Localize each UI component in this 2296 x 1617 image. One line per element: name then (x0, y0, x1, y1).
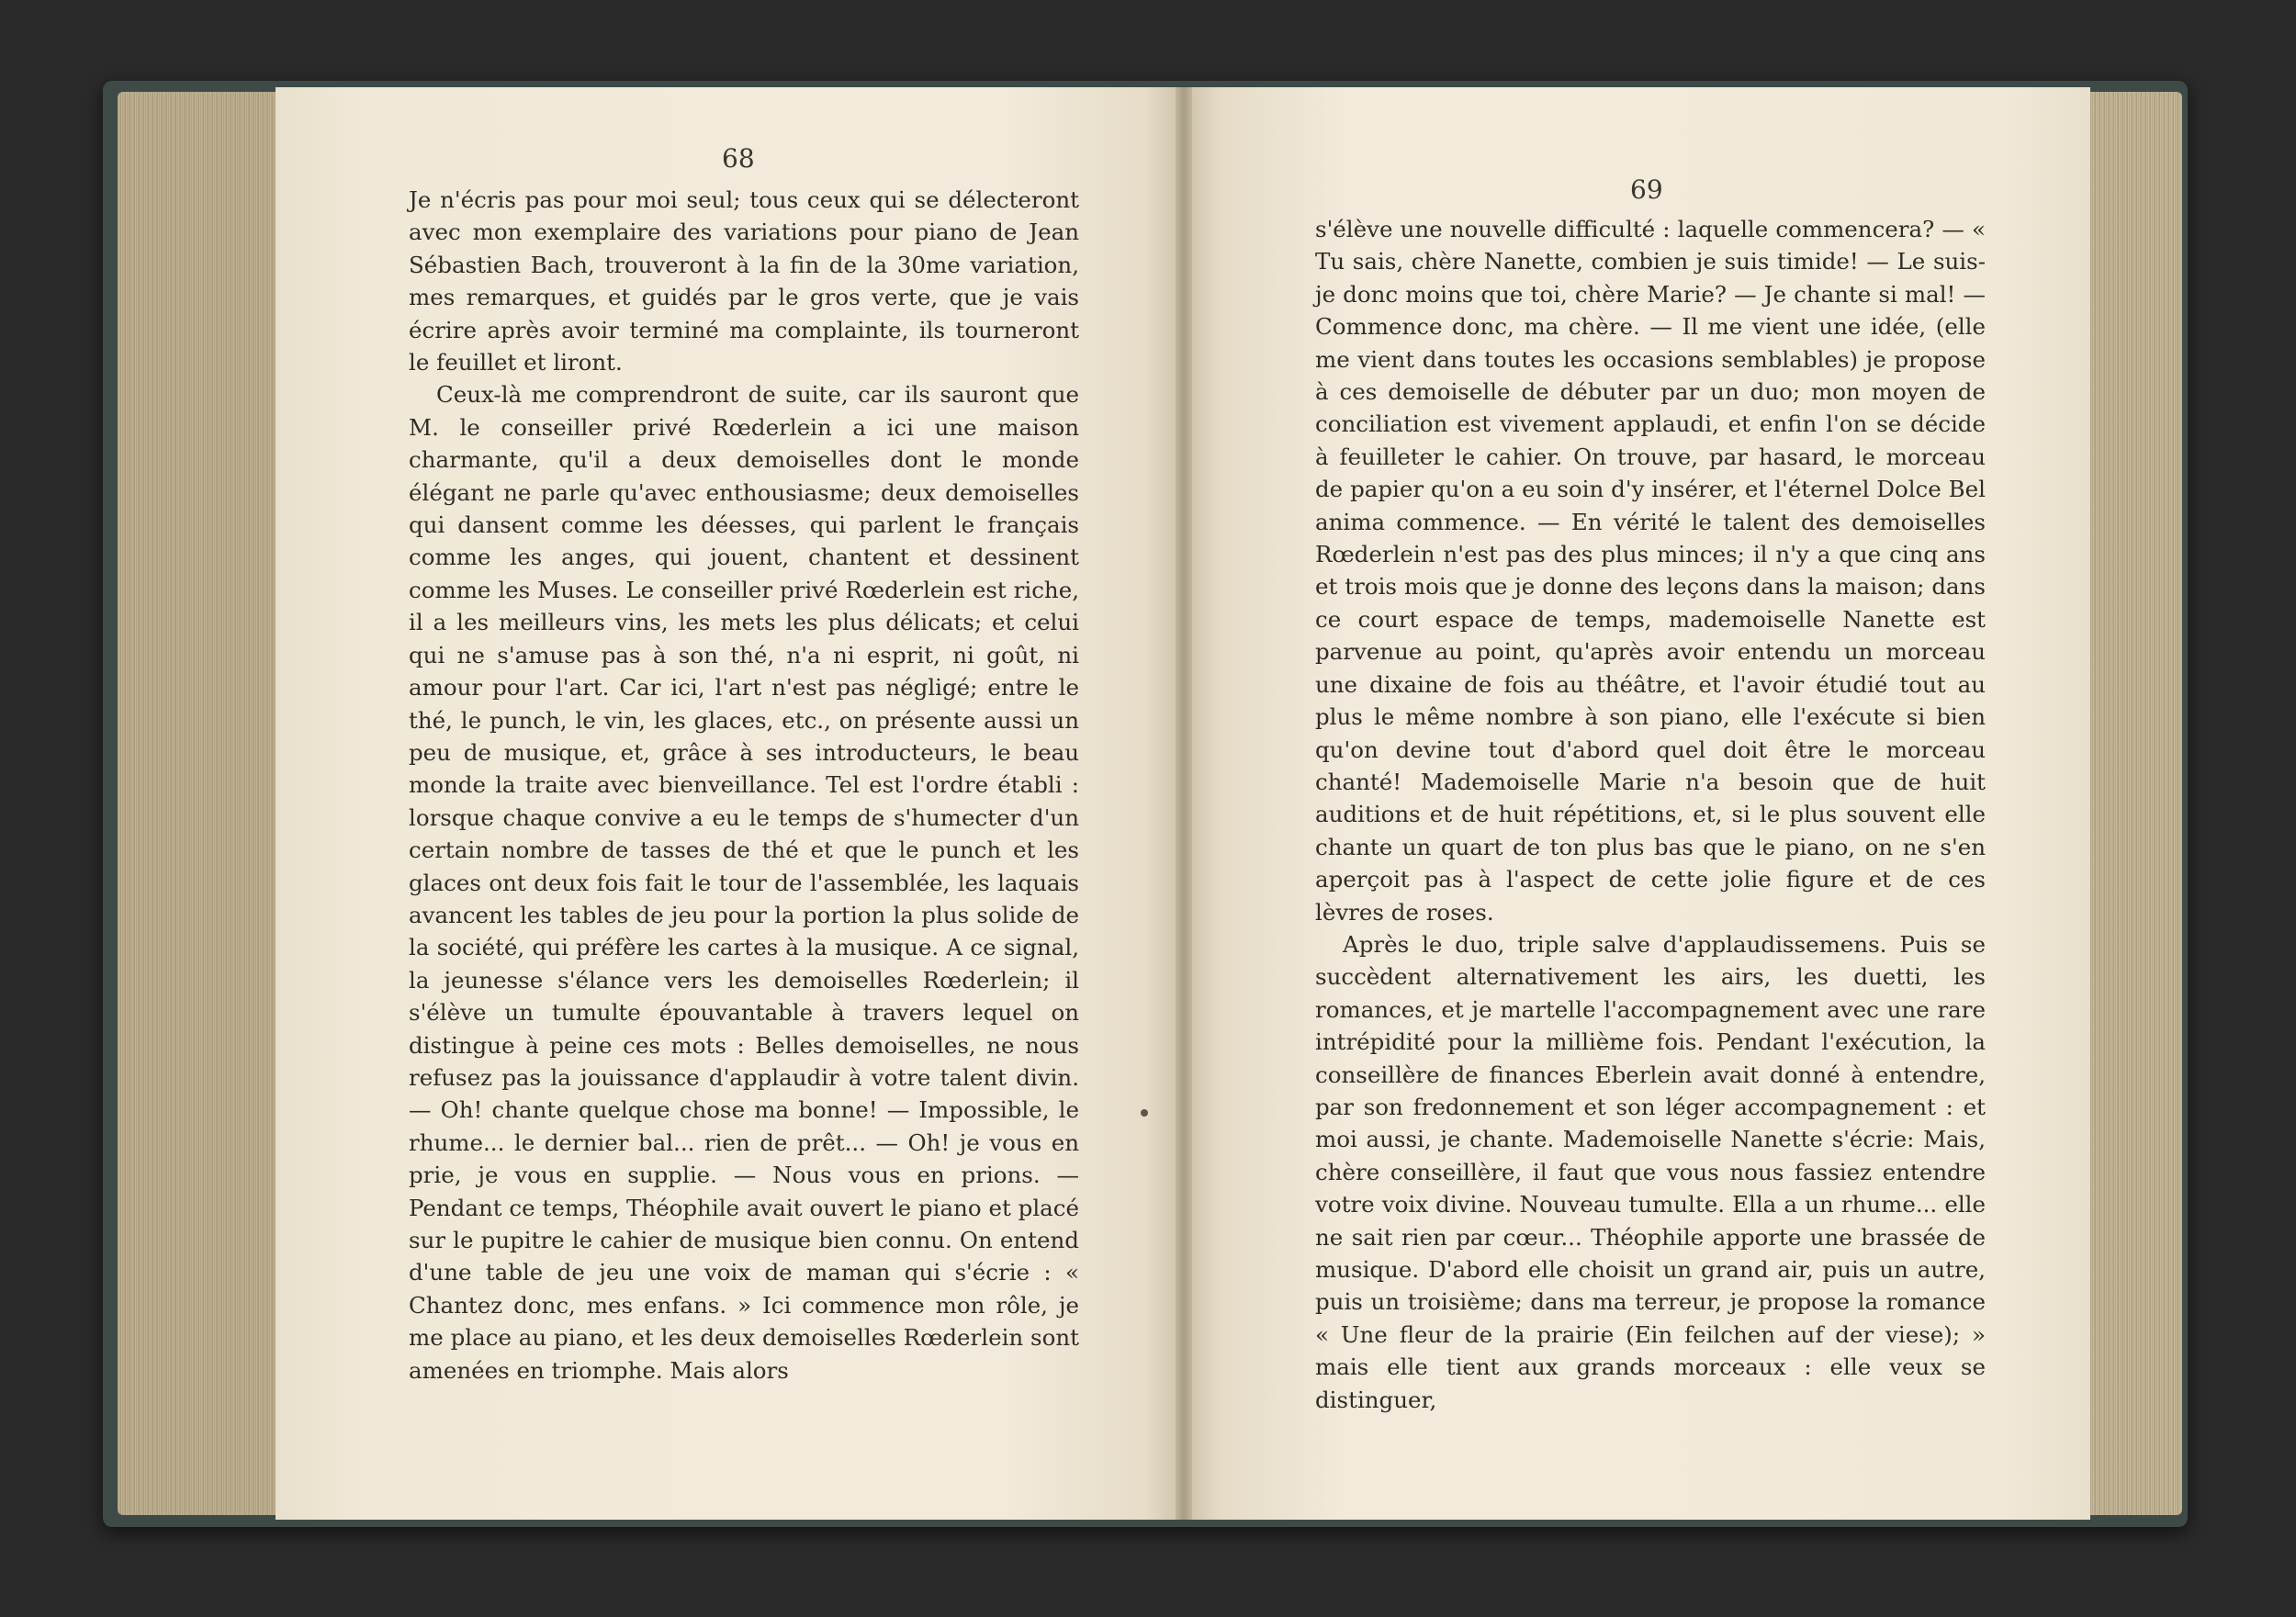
book-gutter (1176, 87, 1192, 1520)
right-page-text (1315, 213, 1986, 1416)
ink-dot (1141, 1109, 1148, 1117)
paragraph: Je n'écris pas pour moi seul; tous ceux qui se délecteront avec mon exemplaire des variations pour piano de Jean Sébastien Bach, trouveront à la fin de la 30me variation, mes remarques, et guidés par le gros verte, que je vais écrire après avoir terminé ma complainte, ils tourneront le feuillet et liront. (409, 186, 1079, 376)
left-page-text (409, 184, 1079, 1387)
paragraph: Ceux-là me comprendront de suite, car ils sauront que M. le conseiller privé Rœderlein a ici une maison charmante, qu'il a deux demoiselles dont le monde élégant ne parle qu'avec enthousiasme; deux demoiselles qui dansent comme les déesses, qui parlent le français comme les anges, qui jouent, chantent et dessinent comme les Muses. Le conseiller privé Rœderlein est riche, il a les meilleurs vins, les mets les plus délicats; et celui qui ne s'amuse pas à son thé, n'a ni esprit, ni goût, ni amour pour l'art. Car ici, l'art n'est pas négligé; entre le thé, le punch, le vin, les glaces, etc., on présente aussi un peu de musique, et, grâce à ses introducteurs, le beau monde la traite avec bienveillance. Tel est l'ordre établi : lorsque chaque convive a eu le temps de s'humecter d'un certain nombre de tasses de thé et que le punch et les glaces ont deux fois fait le tour de l'assemblée, les laquais avancent les tables de jeu pour la portion la plus solide de la société, qui préfère les cartes à la musique. A ce signal, la jeunesse s'élance vers les demoiselles Rœderlein; il s'élève un tumulte épouvantable à travers lequel on distingue à peine ces mots : Belles demoiselles, ne nous refusez pas la jouissance d'applaudir à votre talent divin. — Oh! chante quelque chose ma bonne! — Impossible, le rhume... le dernier bal... rien de prêt... — Oh! je vous en prie, je vous en supplie. — Nous vous en prions. — Pendant ce temps, Théophile avait ouvert le piano et placé sur le pupitre le cahier de musique bien connu. On entend d'une table de jeu une voix de maman qui s'écrie : « Chantez donc, mes enfans. » Ici commence mon rôle, je me place au piano, et les deux demoiselles Rœderlein sont amenées en triomphe. Mais alors (409, 381, 1079, 1384)
left-page-edges (118, 92, 283, 1515)
right-page-number: 69 (1630, 174, 1663, 205)
paragraph: s'élève une nouvelle difficulté : laquelle commencera? — « Tu sais, chère Nanette, combien je suis timide! — Le suis-je donc moins que toi, chère Marie? — Je chante si mal! — Commence donc, ma chère. — Il me vient une idée, (elle me vient dans toutes les occasions semblables) je propose à ces demoiselle de débuter par un duo; mon moyen de conciliation est vivement applaudi, et enfin l'on se décide à feuilleter le cahier. On trouve, par hasard, le morceau de papier qu'on a eu soin d'y insérer, et l'éternel Dolce Bel anima commence. — En vérité le talent des demoiselles Rœderlein n'est pas des plus minces; il n'y a que cinq ans et trois mois que je donne des leçons dans la maison; dans ce court espace de temps, mademoiselle Nanette est parvenue au point, qu'après avoir entendu un morceau une dixaine de fois au théâtre, et l'avoir étudié tout au plus le même nombre à son piano, elle l'exécute si bien qu'on devine tout d'abord quel doit être le morceau chanté! Mademoiselle Marie n'a besoin que de huit auditions et de huit répétitions, et, si le plus souvent elle chante un quart de ton plus bas que le piano, on ne s'en aperçoit pas à l'aspect de cette jolie figure et de ces lèvres de roses. (1315, 216, 1986, 926)
right-page-edges (2083, 92, 2182, 1515)
left-page-number: 68 (722, 143, 755, 174)
paragraph: Après le duo, triple salve d'applaudissemens. Puis se succèdent alternativement les airs, les duetti, les romances, et je martelle l'accompagnement avec une rare intrépidité pour la millième fois. Pendant l'exécution, la conseillère de finances Eberlein avait donné à entendre, par son fredonnement et son léger accompagnement : et moi aussi, je chante. Mademoiselle Nanette s'écrie: Mais, chère conseillère, il faut que vous nous fassiez entendre votre voix divine. Nouveau tumulte. Ella a un rhume... elle ne sait rien par cœur... Théophile apporte une brassée de musique. D'abord elle choisit un grand air, puis un autre, puis un troisième; dans ma terreur, je propose la romance « Une fleur de la prairie (Ein feilchen auf der viese); » mais elle tient aux grands morceaux : elle veux se distinguer, (1315, 930, 1986, 1413)
